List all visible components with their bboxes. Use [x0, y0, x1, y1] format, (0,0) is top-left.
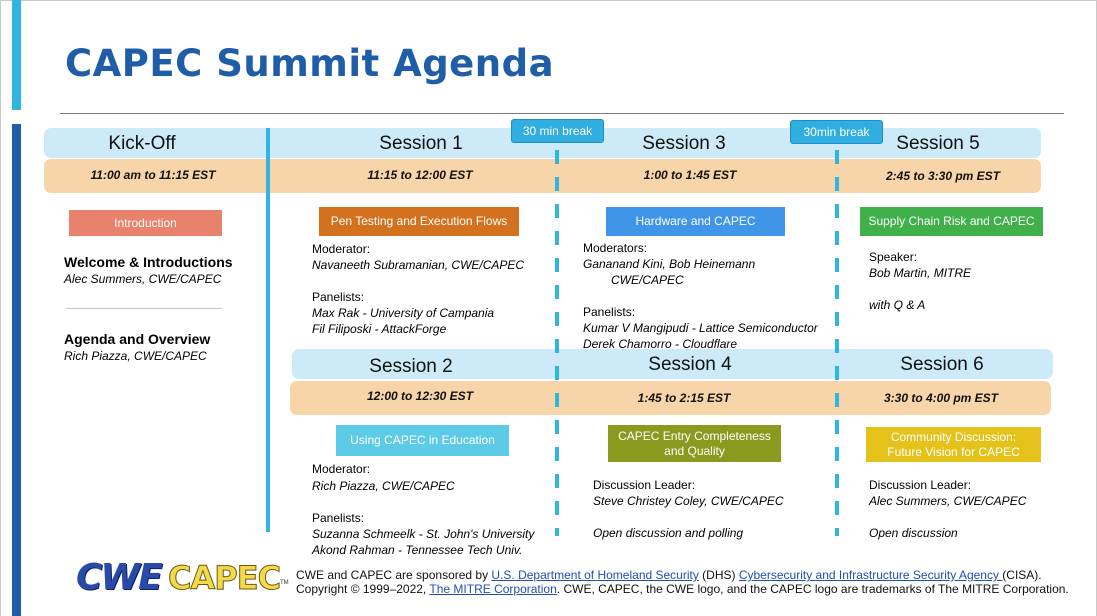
- session-2-panelist-1: Suzanna Schmeelk - St. John's University: [312, 527, 535, 541]
- session-1-time: 11:15 to 12:00 EST: [367, 168, 473, 182]
- session-4-tag: [608, 425, 781, 462]
- session-5-note: with Q & A: [869, 298, 926, 312]
- session-6-tag-line-2: Future Vision for CAPEC: [887, 444, 1020, 459]
- kickoff-item-1-name: Welcome & Introductions: [64, 254, 233, 270]
- mitre-link[interactable]: The MITRE Corporation: [429, 582, 557, 596]
- session-1-panelist-1: Max Rak - University of Campania: [312, 306, 495, 320]
- session-4-title: Session 4: [648, 354, 732, 375]
- kickoff-item-divider: [66, 308, 222, 309]
- dhs-link[interactable]: U.S. Department of Homeland Security: [491, 568, 699, 582]
- session-2-panelist-2: Akond Rahman - Tennessee Tech Univ.: [312, 543, 523, 557]
- kickoff-tag: Introduction: [69, 210, 222, 236]
- kickoff-time: 11:00 am to 11:15 EST: [90, 168, 216, 182]
- session-5-speaker: Bob Martin, MITRE: [869, 266, 972, 280]
- session-4-tag-line-1: CAPEC Entry Completeness: [618, 428, 771, 443]
- session-3-panelist-1: Kumar V Mangipudi - Lattice Semiconductor: [583, 321, 818, 335]
- session-4-time: 1:45 to 2:15 EST: [637, 391, 731, 405]
- session-6-leader: Alec Summers, CWE/CAPEC: [869, 494, 1027, 508]
- session-6-tag: [866, 427, 1041, 462]
- page-title: CAPEC Summit Agenda: [65, 42, 555, 85]
- session-2-role-moderator: Moderator:: [312, 462, 371, 476]
- kickoff-item-1-affiliation: Alec Summers, CWE/CAPEC: [64, 272, 222, 286]
- session-1-role-moderator: Moderator:: [312, 242, 371, 256]
- session-3-panelist-2: Derek Chamorro - Cloudflare: [583, 337, 738, 351]
- session-1-tag: Pen Testing and Execution Flows: [319, 207, 519, 236]
- session-5-role-speaker: Speaker:: [869, 250, 918, 264]
- accent-bar-main: [12, 124, 21, 616]
- session-5-time: 2:45 to 3:30 pm EST: [885, 169, 1001, 183]
- session-2-time: 12:00 to 12:30 EST: [366, 389, 474, 403]
- session-6-role-leader: Discussion Leader:: [869, 478, 972, 492]
- session-2-tag: Using CAPEC in Education: [336, 425, 509, 456]
- break-badge-1: 30 min break: [511, 119, 604, 143]
- session-6-note: Open discussion: [869, 526, 958, 540]
- cwe-logo: CWE: [76, 557, 161, 598]
- session-4-tag-line-2: and Quality: [664, 443, 725, 458]
- trademark-mark: TM: [280, 580, 289, 586]
- capec-logo: CAPEC: [168, 559, 281, 597]
- session-5-tag: Supply Chain Risk and CAPEC: [860, 207, 1043, 236]
- session-6-tag-line-1: Community Discussion:: [890, 429, 1017, 444]
- kickoff-column-divider: [266, 128, 270, 532]
- session-3-moderators-affiliation: CWE/CAPEC: [611, 273, 684, 287]
- session-3-role-moderators: Moderators:: [583, 241, 648, 255]
- footer-sponsor-text-3: (CISA).: [1002, 568, 1042, 582]
- session-4-leader: Steve Christey Coley, CWE/CAPEC: [593, 494, 784, 508]
- session-4-note: Open discussion and polling: [593, 526, 744, 540]
- session-5-title: Session 5: [896, 133, 980, 154]
- session-1-panelist-2: Fil Filiposki - AttackForge: [312, 322, 447, 336]
- session-3-moderators: Gananand Kini, Bob Heinemann: [583, 257, 756, 271]
- break-divider-1: [555, 150, 559, 536]
- session-3-time: 1:00 to 1:45 EST: [643, 168, 737, 182]
- cisa-link[interactable]: Cybersecurity and Infrastructure Security Agency: [738, 568, 1003, 582]
- session-2-moderator: Rich Piazza, CWE/CAPEC: [312, 479, 455, 493]
- session-1-moderator: Navaneeth Subramanian, CWE/CAPEC: [312, 258, 525, 272]
- break-divider-2: [835, 150, 839, 536]
- footer-copyright-text-1: Copyright © 1999–2022,: [296, 582, 430, 596]
- slide-border-top: [0, 0, 1097, 1]
- session-3-role-panelists: Panelists:: [583, 305, 636, 319]
- footer-copyright-line: [296, 582, 1069, 596]
- title-divider: [60, 113, 1064, 114]
- footer-copyright-text-2: . CWE, CAPEC, the CWE logo, and the CAPEC logo are trademarks of The MITRE Corporation.: [556, 582, 1069, 596]
- kickoff-item-2-name: Agenda and Overview: [64, 331, 211, 347]
- session-2-title: Session 2: [369, 356, 453, 377]
- kickoff-item-2-affiliation: Rich Piazza, CWE/CAPEC: [64, 349, 207, 363]
- session-2-role-panelists: Panelists:: [312, 511, 365, 525]
- kickoff-title: Kick-Off: [108, 133, 176, 154]
- accent-bar-top: [12, 0, 21, 110]
- session-1-role-panelists: Panelists:: [312, 290, 365, 304]
- session-6-time: 3:30 to 4:00 pm EST: [883, 391, 999, 405]
- session-6-title: Session 6: [900, 354, 984, 375]
- footer-sponsor-line: [296, 568, 1042, 582]
- session-3-title: Session 3: [642, 133, 726, 154]
- session-3-tag: Hardware and CAPEC: [606, 207, 785, 236]
- session-1-title: Session 1: [379, 133, 463, 154]
- footer-sponsor-text-2: (DHS): [698, 568, 739, 582]
- slide-border-left: [0, 0, 1, 616]
- session-4-role-leader: Discussion Leader:: [593, 478, 696, 492]
- break-badge-2: 30min break: [790, 120, 883, 144]
- footer-sponsor-text-1: CWE and CAPEC are sponsored by: [296, 568, 492, 582]
